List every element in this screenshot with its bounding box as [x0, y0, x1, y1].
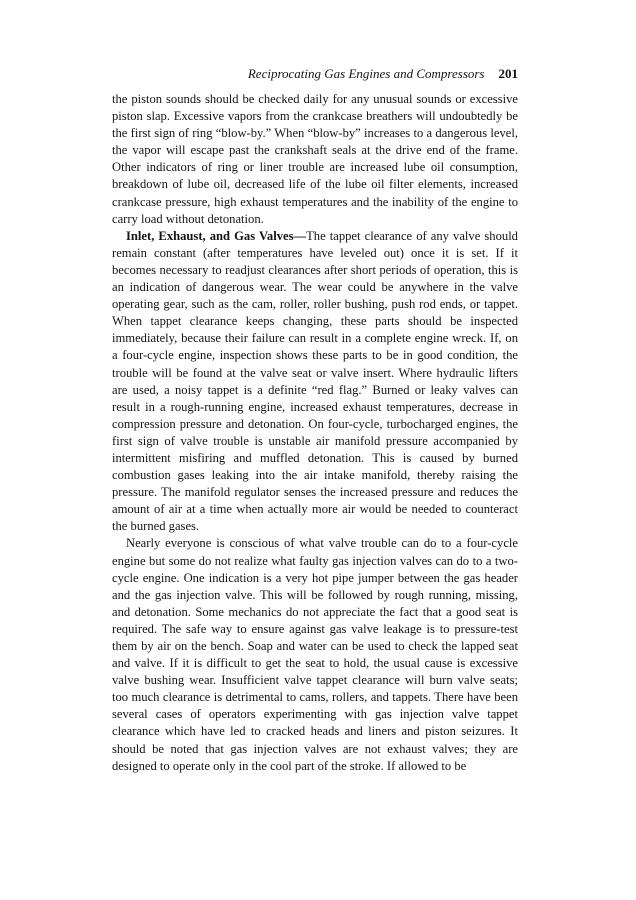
paragraph-ring-blowby: the piston sounds should be checked daily for any unusual sounds or excessive piston slap. Excessive vapors from the crankcase breathers will undoubtedly be the first sign of ring “blow-by.” When “blow-by” increases to a dangerous level, the vapor will escape past the crankshaft seals at the drive end of the frame. Other indicators of ring or liner trouble are increased lube oil consumption, breakdown of lube oil, decreased life of the lube oil filter elements, increased crankcase pressure, high exhaust temperatures and the inability of the engine to carry load without detonation.: [112, 92, 518, 226]
running-head: [112, 64, 518, 84]
section-heading-valves: Inlet, Exhaust, and Gas Valves—: [126, 228, 307, 243]
paragraph-valves-text: The tappet clearance of any valve should remain constant (after temperatures have leveled out) once it is set. If it becomes necessary to readjust clearances after short periods of operation, this is an indication of dangerous wear. The wear could be anywhere in the valve operating gear, such as the cam, roller, roller bushing, push rod ends, or tappet. When tappet clearance keeps changing, these parts should be inspected immediately, because their failure can result in a complete engine wreck. If, on a four-cycle engine, inspection shows these parts to be in good condition, the trouble will be found at the valve seat or valve insert. Where hydraulic lifters are used, a noisy tappet is a definite “red flag.” Burned or leaky valves can result in a rough-running engine, increased exhaust temperatures, decrease in compression pressure and detonation. On four-cycle, turbocharged engines, the first sign of valve trouble is unstable air manifold pressure accompanied by intermittent misfiring and muffled detonation. This is caused by burned combustion gases leaking into the air intake manifold, thereby raising the pressure. The manifold regulator senses the increased pressure and reduces the amount of air at a time when actually more air would be needed to counteract the burned gases.: [112, 228, 518, 534]
paragraph-valves: [112, 228, 518, 536]
body-text: [112, 91, 518, 775]
running-title: Reciprocating Gas Engines and Compressors: [247, 66, 485, 81]
page-number: 201: [498, 66, 518, 81]
paragraph-gas-injection: Nearly everyone is conscious of what valve trouble can do to a four-cycle engine but some do not realize what faulty gas injection valves can do to a two-cycle engine. One indication is a very hot pipe jumper between the gas header and the gas injection valve. This will be followed by rough running, missing, and detonation. Some mechanics do not appreciate the fact that a good seat is required. The safe way to ensure against gas valve leakage is to pressure-test them by air on the bench. Soap and water can be used to check the lapped seat and valve. If it is difficult to get the seat to hold, the usual cause is excessive valve bushing wear. Insufficient valve tappet clearance will burn valve seats; too much clearance is detrimental to cams, rollers, and tappets. There have been several cases of operators experimenting with gas injection valve tappet clearance which have led to cracked heads and liners and piston seizures. It should be noted that gas injection valves are not exhaust valves; they are designed to operate only in the cool part of the stroke. If allowed to be: [112, 536, 518, 773]
